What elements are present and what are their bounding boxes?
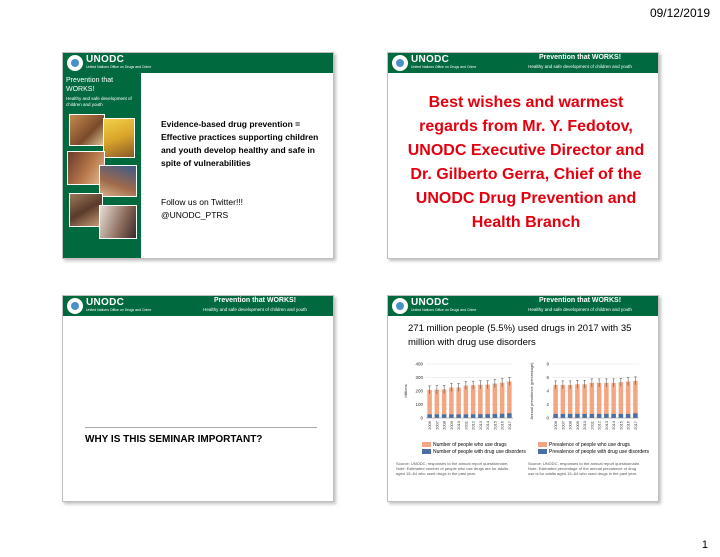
bar-users <box>568 385 572 418</box>
sidebar-title: Prevention that WORKS! <box>66 77 114 93</box>
bar-users <box>611 383 615 418</box>
y-tick-label: 2 <box>546 402 549 407</box>
brand-subtitle: United Nations Office on Drugs and Crime <box>86 65 152 69</box>
twitter-follow <box>161 196 321 222</box>
un-emblem-icon <box>392 55 408 71</box>
page-number: 1 <box>701 539 708 551</box>
bar-disorders <box>456 414 460 418</box>
x-tick-label: 2009 <box>574 421 580 430</box>
divider <box>85 427 317 428</box>
x-tick-label: 2008 <box>441 421 447 430</box>
bar-disorders <box>633 413 637 418</box>
twitter-handle: @UNODC_PTRS <box>161 210 229 220</box>
bar-disorders <box>568 414 572 418</box>
y-tick-label: 100 <box>415 402 423 407</box>
x-tick-label: 2017 <box>506 421 512 430</box>
y-tick-label: 0 <box>546 415 549 421</box>
bar-disorders <box>478 414 482 418</box>
x-tick-label: 2013 <box>603 421 609 430</box>
header-title: Prevention that WORKS! <box>538 54 622 61</box>
y-axis-label: Annual prevalence (percentage) <box>529 362 534 420</box>
greeting-text: Best wishes and warmest regards from Mr. Y. Fedotov, UNODC Executive Director and Dr. Gilberto Gerra, Chief of the UNODC Drug Prevention and Health Branch <box>407 94 645 231</box>
x-tick-label: 2013 <box>477 421 483 430</box>
un-emblem-icon <box>67 55 83 71</box>
bar-disorders <box>611 414 615 418</box>
bar-disorders <box>597 414 601 418</box>
bar-disorders <box>471 414 475 418</box>
photo-collage-5 <box>69 193 103 227</box>
bar-users <box>633 381 637 418</box>
un-emblem-icon <box>392 298 408 314</box>
x-tick-label: 2016 <box>499 421 505 430</box>
y-axis-label: Millions <box>403 384 408 398</box>
bar-disorders <box>553 414 557 418</box>
bar-disorders <box>449 414 453 418</box>
bar-users <box>500 383 504 418</box>
y-tick-label: 0 <box>420 415 423 421</box>
source-text: Source: UNODC, responses to the annual report questionnaire. <box>528 461 641 466</box>
note-text: Note: Estimated number of people who use drugs are for adults aged 15–64 who used drugs in the past year. <box>396 466 509 476</box>
bar-disorders <box>493 414 497 418</box>
y-tick-label: 400 <box>415 361 423 367</box>
slide-3 <box>62 295 334 502</box>
sidebar <box>63 73 141 258</box>
brand-name: UNODC <box>86 54 125 65</box>
bar-users <box>493 384 497 418</box>
bar-users <box>449 387 453 418</box>
left-legend <box>422 442 526 456</box>
slide-header <box>63 296 333 316</box>
brand-subtitle: United Nations Office on Drugs and Crime <box>86 308 152 312</box>
bar-users <box>597 383 601 418</box>
bar-disorders <box>435 414 439 418</box>
photo-collage-1 <box>69 114 105 146</box>
slide-2 <box>387 52 659 259</box>
brand-name: UNODC <box>86 297 125 308</box>
x-tick-label: 2010 <box>582 421 588 430</box>
x-tick-label: 2014 <box>611 421 617 430</box>
page-date: 09/12/2019 <box>649 6 710 20</box>
bar-disorders <box>582 414 586 418</box>
bar-disorders <box>619 414 623 418</box>
legend-swatch <box>422 442 431 447</box>
x-tick-label: 2012 <box>470 421 476 430</box>
bar-disorders <box>561 414 565 418</box>
legend-label: Number of people who use drugs <box>433 442 507 448</box>
header-subtitle: Healthy and safe development of children and youth <box>203 307 307 312</box>
bar-users <box>485 385 489 418</box>
slide-header <box>388 296 658 316</box>
bar-disorders <box>626 414 630 418</box>
legend-label: Prevalence of people with drug use disorders <box>549 449 650 455</box>
slide-1 <box>62 52 334 259</box>
bar-users <box>553 385 557 418</box>
header-title: Prevention that WORKS! <box>213 297 297 304</box>
seminar-question: WHY IS THIS SEMINAR IMPORTANT? <box>85 434 263 445</box>
x-tick-label: 2011 <box>589 421 595 430</box>
bar-users <box>435 390 439 418</box>
header-title: Prevention that WORKS! <box>538 297 622 304</box>
slide-header <box>63 53 333 73</box>
sidebar-subtitle: Healthy and safe development of children and youth <box>66 96 132 107</box>
x-tick-label: 2010 <box>456 421 462 430</box>
bar-users <box>464 386 468 418</box>
bar-disorders <box>442 414 446 418</box>
slide-main-text: Evidence-based drug prevention = Effective practices supporting children and youth develop healthy and safe in spite of vulnerabilities <box>161 119 319 168</box>
bar-users <box>590 383 594 418</box>
right-legend <box>538 442 649 456</box>
y-tick-label: 200 <box>415 388 423 394</box>
bar-users <box>619 382 623 418</box>
slide-header <box>388 53 658 73</box>
legend-swatch <box>538 449 547 454</box>
y-tick-label: 6 <box>546 375 549 380</box>
brand-name: UNODC <box>411 297 450 308</box>
brand-subtitle: United Nations Office on Drugs and Crime <box>411 308 477 312</box>
bar-users <box>575 384 579 418</box>
bar-disorders <box>427 414 431 418</box>
photo-collage-2 <box>103 118 135 158</box>
bar-users <box>626 382 630 418</box>
y-tick-label: 8 <box>546 361 549 367</box>
x-tick-label: 2007 <box>434 421 440 430</box>
bar-disorders <box>464 414 468 418</box>
y-tick-label: 300 <box>415 375 423 380</box>
legend-label: Prevalence of people who use drugs <box>549 442 630 448</box>
bar-users <box>442 389 446 418</box>
prevalence-chart <box>528 360 643 440</box>
brand-name: UNODC <box>411 54 450 65</box>
drug-users-chart <box>402 360 517 440</box>
bar-users <box>604 383 608 418</box>
x-tick-label: 2007 <box>560 421 566 430</box>
drug-use-statistic: 271 million people (5.5%) used drugs in 2017 with 35 million with drug use disorders <box>408 323 632 348</box>
note-text: Note: Estimated percentage of the annual prevalence of drug use is for adults aged 15–64 who used drugs in the past year. <box>528 466 637 476</box>
legend-item <box>538 442 649 449</box>
bar-disorders <box>507 413 511 418</box>
header-subtitle: Healthy and safe development of children and youth <box>528 307 632 312</box>
legend-label: Number of people with drug use disorders <box>433 449 526 455</box>
bar-disorders <box>604 414 608 418</box>
slide-4 <box>387 295 659 502</box>
y-tick-label: 4 <box>546 388 549 394</box>
x-tick-label: 2006 <box>427 421 433 430</box>
follow-text: Follow us on Twitter!!! <box>161 197 244 207</box>
photo-collage-6 <box>99 205 137 239</box>
x-tick-label: 2012 <box>596 421 602 430</box>
x-tick-label: 2006 <box>553 421 559 430</box>
bar-users <box>507 381 511 418</box>
x-tick-label: 2011 <box>463 421 469 430</box>
x-tick-label: 2009 <box>448 421 454 430</box>
legend-item <box>422 442 526 449</box>
x-tick-label: 2015 <box>618 421 624 430</box>
legend-item <box>538 449 649 456</box>
legend-item <box>422 449 526 456</box>
legend-swatch <box>422 449 431 454</box>
bar-disorders <box>485 414 489 418</box>
bar-disorders <box>575 414 579 418</box>
bar-users <box>478 385 482 418</box>
bar-disorders <box>590 414 594 418</box>
header-subtitle: Healthy and safe development of children and youth <box>528 64 632 69</box>
x-tick-label: 2016 <box>625 421 631 430</box>
left-chart-note <box>396 461 511 476</box>
un-emblem-icon <box>67 298 83 314</box>
bar-users <box>471 385 475 418</box>
brand-subtitle: United Nations Office on Drugs and Crime <box>411 65 477 69</box>
right-chart-note <box>528 461 643 476</box>
x-tick-label: 2015 <box>492 421 498 430</box>
bar-users <box>561 385 565 418</box>
x-tick-label: 2017 <box>632 421 638 430</box>
bar-users <box>582 384 586 418</box>
bar-disorders <box>500 414 504 418</box>
bar-users <box>456 387 460 418</box>
photo-collage-4 <box>99 165 137 197</box>
x-tick-label: 2008 <box>567 421 573 430</box>
bar-users <box>427 390 431 418</box>
source-text: Source: UNODC, responses to the annual report questionnaire. <box>396 461 509 466</box>
x-tick-label: 2014 <box>485 421 491 430</box>
legend-swatch <box>538 442 547 447</box>
